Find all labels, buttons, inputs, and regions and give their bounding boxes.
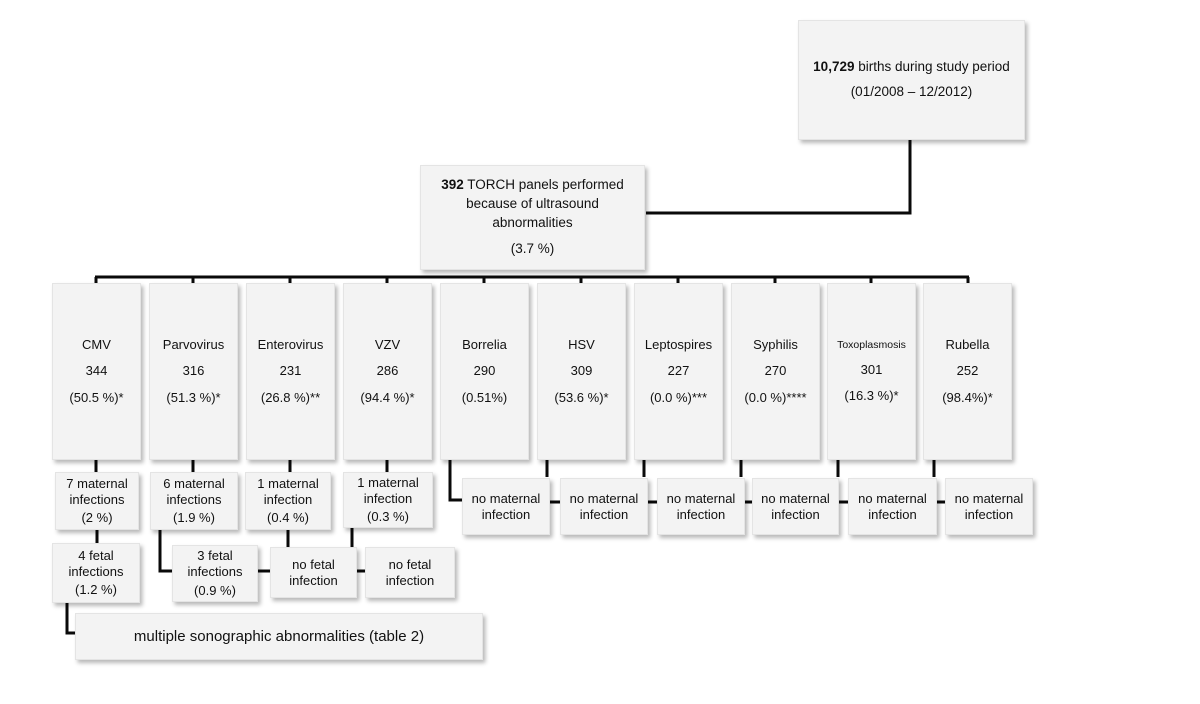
births-count: 10,729 [813, 59, 855, 75]
test-percentage: (0.0 %)**** [744, 389, 807, 405]
maternal-box-rubella [945, 478, 1033, 535]
fetal-label: no fetal infection [289, 556, 338, 588]
test-count: 227 [667, 363, 690, 379]
test-box-rubella [923, 283, 1012, 460]
torch-text [429, 176, 636, 233]
torch-count: 392 [441, 176, 464, 192]
test-count: 301 [860, 361, 883, 377]
fetal-box-enterovirus [270, 547, 357, 598]
maternal-box-enterovirus [245, 472, 331, 530]
maternal-percentage: (0.3 %) [367, 509, 409, 525]
maternal-label: no maternal infection [761, 490, 830, 522]
test-name: Syphilis [753, 337, 798, 353]
births-text [813, 58, 1010, 77]
maternal-percentage: (1.9 %) [173, 510, 215, 526]
test-name: Parvovirus [162, 337, 225, 353]
test-percentage: (50.5 %)* [69, 389, 124, 405]
test-name: VZV [374, 337, 401, 353]
test-name: Toxoplasmosis [837, 338, 906, 351]
maternal-label: 1 maternal infection [257, 475, 319, 507]
test-count: 290 [473, 363, 496, 379]
test-name: Borrelia [462, 337, 507, 353]
test-count: 252 [956, 363, 979, 379]
sonographic-abnormalities-box [75, 613, 483, 660]
test-percentage: (0.0 %)*** [649, 389, 708, 405]
maternal-label: 6 maternal infections [163, 475, 225, 507]
test-box-hsv [537, 283, 626, 460]
torch-label: TORCH panels performed because of ultrasound abnormalities [463, 176, 624, 230]
test-percentage: (0.51%) [461, 389, 508, 405]
fetal-percentage: (1.2 %) [75, 582, 117, 598]
fetal-percentage: (0.9 %) [194, 582, 236, 598]
test-name: Enterovirus [257, 337, 324, 353]
maternal-box-cmv [55, 472, 139, 530]
fetal-box-vzv [365, 547, 455, 598]
test-box-syphilis [731, 283, 820, 460]
test-box-enterovirus [246, 283, 335, 460]
study-period: (01/2008 – 12/2012) [850, 84, 973, 99]
test-box-vzv [343, 283, 432, 460]
maternal-box-leptospires [657, 478, 745, 535]
test-count: 316 [182, 363, 205, 379]
fetal-label: 3 fetal infections [187, 548, 243, 580]
test-percentage: (53.6 %)* [554, 389, 609, 405]
test-count: 231 [279, 363, 302, 379]
test-percentage: (51.3 %)* [166, 389, 221, 405]
torch-panels-box [420, 165, 645, 270]
test-box-toxoplasmosis [827, 283, 916, 460]
test-box-borrelia [440, 283, 529, 460]
fetal-label: 4 fetal infections [68, 547, 124, 579]
maternal-label: no maternal infection [666, 490, 736, 522]
fetal-label: no fetal infection [385, 556, 435, 588]
test-name: Rubella [945, 337, 990, 353]
maternal-percentage: (2 %) [81, 510, 113, 526]
torch-percentage: (3.7 %) [510, 241, 555, 257]
maternal-box-syphilis [752, 478, 839, 535]
maternal-label: 1 maternal infection [357, 474, 419, 506]
maternal-box-borrelia [462, 478, 550, 535]
test-percentage: (98.4%)* [942, 389, 993, 405]
maternal-percentage: (0.4 %) [267, 510, 309, 526]
test-name: CMV [82, 337, 111, 353]
footer-label: multiple sonographic abnormalities (table 2) [133, 627, 425, 645]
test-percentage: (16.3 %)* [844, 388, 899, 404]
fetal-box-parvovirus [172, 545, 258, 602]
maternal-box-hsv [560, 478, 648, 535]
test-count: 286 [376, 363, 399, 379]
maternal-label: no maternal infection [471, 490, 541, 522]
maternal-label: no maternal infection [954, 490, 1024, 522]
test-percentage: (94.4 %)* [360, 389, 415, 405]
maternal-box-toxoplasmosis [848, 478, 937, 535]
maternal-label: 7 maternal infections [66, 475, 128, 507]
maternal-label: no maternal infection [569, 490, 639, 522]
maternal-label: no maternal infection [858, 490, 927, 522]
test-count: 309 [570, 363, 593, 379]
test-box-cmv [52, 283, 141, 460]
maternal-box-vzv [343, 472, 433, 528]
births-label: births during study period [854, 59, 1010, 75]
births-box [798, 20, 1025, 140]
test-box-parvovirus [149, 283, 238, 460]
test-count: 270 [764, 363, 787, 379]
test-name: HSV [568, 337, 595, 353]
test-percentage: (26.8 %)** [260, 389, 321, 405]
test-name: Leptospires [644, 337, 713, 353]
test-box-leptospires [634, 283, 723, 460]
test-count: 344 [85, 363, 108, 379]
connector-root-to-torch [646, 140, 910, 213]
fetal-box-cmv [52, 543, 140, 603]
maternal-box-parvovirus [150, 472, 238, 530]
